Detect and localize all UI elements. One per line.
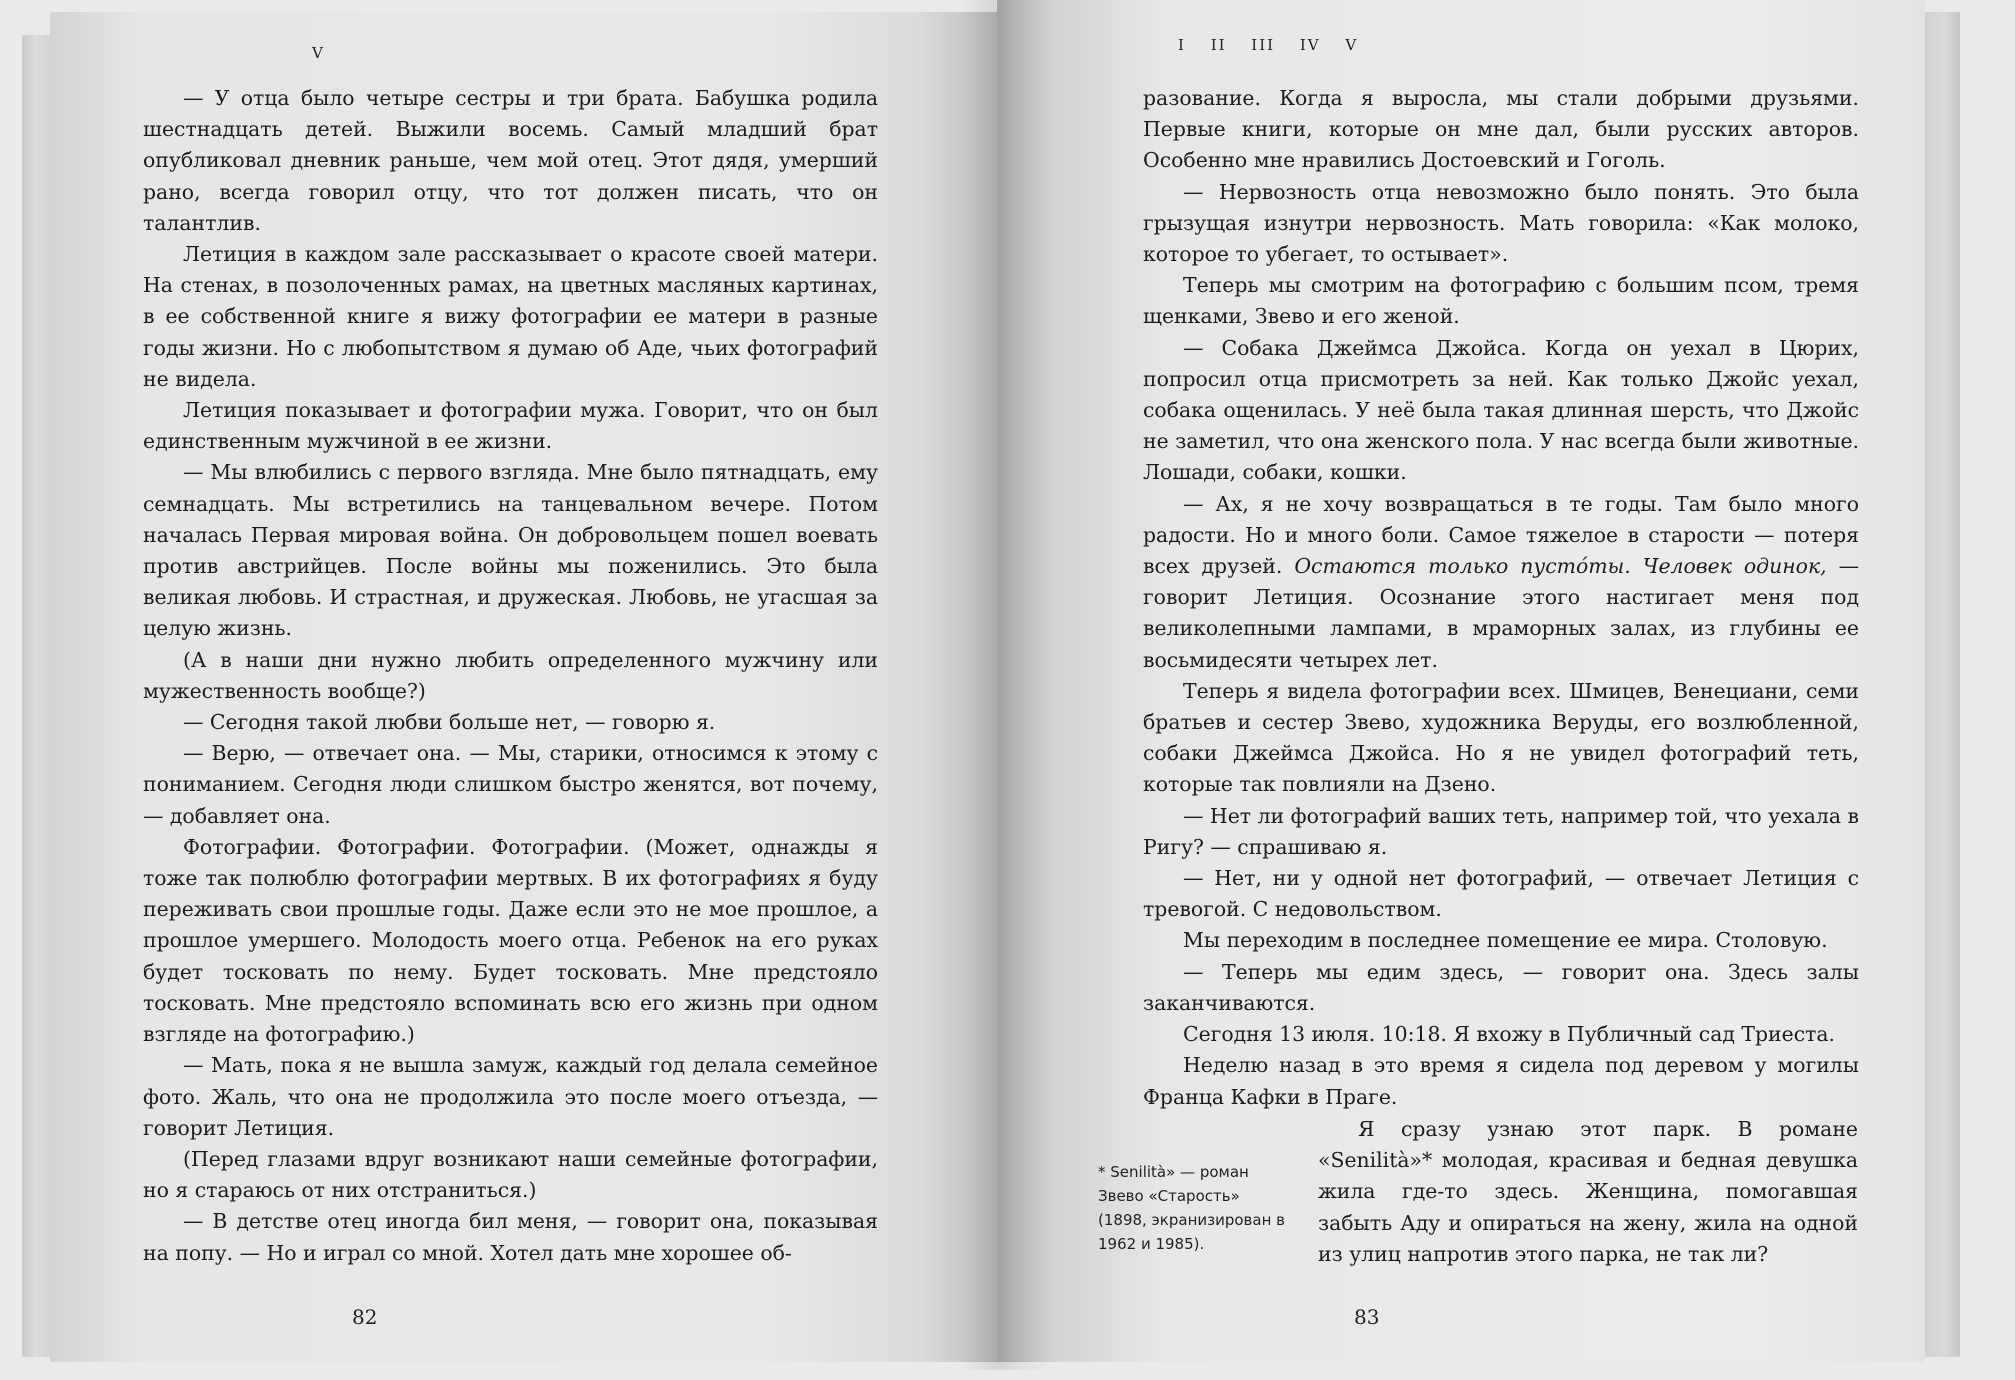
paragraph: Летиция в каждом зале рассказывает о красоте своей матери. На стенах, в позолоченных рамах, на цветных масляных картинах, в ее собственной книге я вижу фотографии ее матери в разные годы жизни. Но с любопытством я думаю об Аде, чьих фотографий не видела. (143, 242, 878, 391)
paragraph: Я сразу узнаю этот парк. В романе «Senilità»* молодая, красивая и бедная девушка жила где-то здесь. Женщина, помогавшая забыть Аду и опираться на жену, жила на одной из улиц напротив этого парка, не так ли? (1318, 1117, 1858, 1266)
paragraph-text: — говорит Летиция. Осознание этого настигает меня под великолепными лампами, в мраморных залах, из глубины ее восьмидесяти четырех лет. (1143, 554, 1859, 672)
paragraph: — Нет ли фотографий ваших теть, например той, что уехала в Ригу? — спрашиваю я. (1143, 803, 1859, 859)
page-number-right: 83 (1354, 1305, 1380, 1329)
paragraph: Неделю назад в это время я сидела под деревом у могилы Франца Кафки в Праге. (1143, 1053, 1859, 1109)
left-page-text (143, 83, 878, 1269)
paragraph: Фотографии. Фотографии. Фотографии. (Может, однажды я тоже так полюблю фотографии мертвых. В их фотографиях я буду переживать свои прошлые годы. Даже если это не мое прошлое, а прошлое умершего. Молодость моего отца. Ребенок на его руках будет тосковать по нему. Будет тосковать. Мне предстояло тосковать. Мне предстояло вспоминать всю его жизнь при одном взгляде на фотографию.) (143, 834, 878, 1047)
paragraph: Теперь мы смотрим на фотографию с большим псом, тремя щенками, Звево и его женой. (1143, 273, 1859, 329)
italic-quote: Остаются только пустóты. Человек одинок, (1294, 554, 1827, 579)
paragraph: — Сегодня такой любви больше нет, — говорю я. (183, 710, 716, 735)
wrap-paragraph-block (1318, 1114, 1858, 1270)
paragraph: — Теперь мы едим здесь, — говорит она. Здесь залы заканчиваются. (1143, 959, 1859, 1015)
right-running-head: I II III IV V (1178, 36, 1359, 54)
paragraph: — Собака Джеймса Джойса. Когда он уехал в Цюрих, попросил отца присмотреть за ней. Как только Джойс уехал, собака ощенилась. У неё была такая длинная шерсть, что Джойс не заметил, что она женского пола. У нас всегда были животные. Лошади, собаки, кошки. (1143, 335, 1859, 485)
paragraph: Теперь я видела фотографии всех. Шмицев, Венециани, семи братьев и сестер Звево, художника Веруды, его возлюбленной, собаки Джеймса Джойса. Но я не увидел фотографий теть, которые так повлияли на Дзено. (1143, 678, 1859, 797)
paragraph: Сегодня 13 июля. 10:18. Я вхожу в Публичный сад Триеста. (1183, 1022, 1836, 1047)
paragraph: Летиция показывает и фотографии мужа. Говорит, что он был единственным мужчиной в ее жизни. (143, 398, 878, 454)
left-running-head: V (312, 44, 325, 62)
paragraph (1143, 489, 1859, 676)
paragraph-text: — Ах, я не хочу возвращаться в те годы. Там было много радости. Но и много боли. Самое тяжелое в старости — потеря всех друзей. (1143, 491, 1859, 579)
paragraph: — Мать, пока я не вышла замуж, каждый год делала семейное фото. Жаль, что она не продолжила это после моего отъезда, — говорит Летиция. (143, 1053, 878, 1140)
paragraph: (А в наши дни нужно любить определенного мужчину или мужественность вообще?) (143, 647, 878, 703)
paragraph: — В детстве отец иногда бил меня, — говорит она, показывая на попу. — Но и играл со мной. Хотел дать мне хорошее об- (143, 1209, 878, 1265)
footnote: * Senilità» — роман Звево «Старость» (1898, экранизирован в 1962 и 1985). (1098, 1163, 1285, 1253)
page-stack-right-edge (1920, 12, 1960, 1357)
right-page-text (1143, 83, 1859, 1113)
paragraph: — Верю, — отвечает она. — Мы, старики, относимся к этому с пониманием. Сегодня люди слишком быстро женятся, вот почему, — добавляет она. (143, 741, 878, 828)
page-number-left: 82 (352, 1305, 378, 1329)
paragraph: — Нет, ни у одной нет фотографий, — отвечает Летиция с тревогой. С недовольством. (1143, 866, 1859, 922)
paragraph: разование. Когда я выросла, мы стали добрыми друзьями. Первые книги, которые он мне дал, были русских авторов. Особенно мне нравились Достоевский и Гоголь. (1143, 86, 1859, 173)
paragraph: — Мы влюбились с первого взгляда. Мне было пятнадцать, ему семнадцать. Мы встретились на танцевальном вечере. Потом началась Первая мировая война. Он добровольцем пошел воевать против австрийцев. После войны мы поженились. Это была великая любовь. И страстная, и дружеская. Любовь, не угасшая за целую жизнь. (143, 460, 878, 641)
paragraph: Мы переходим в последнее помещение ее мира. Столовую. (1183, 928, 1828, 953)
paragraph: — У отца было четыре сестры и три брата. Бабушка родила шестнадцать детей. Выжили восемь. Самый младший брат опубликовал дневник раньше, чем мой отец. Этот дядя, умерший рано, всегда говорил отцу, что тот должен писать, что он талантлив. (143, 86, 878, 235)
paragraph: — Нервозность отца невозможно было понять. Это была грызущая изнутри нервозность. Мать говорила: «Как молоко, которое то убегает, то остывает». (1143, 179, 1859, 267)
paragraph: (Перед глазами вдруг возникают наши семейные фотографии, но я стараюсь от них отстраниться.) (143, 1146, 878, 1203)
